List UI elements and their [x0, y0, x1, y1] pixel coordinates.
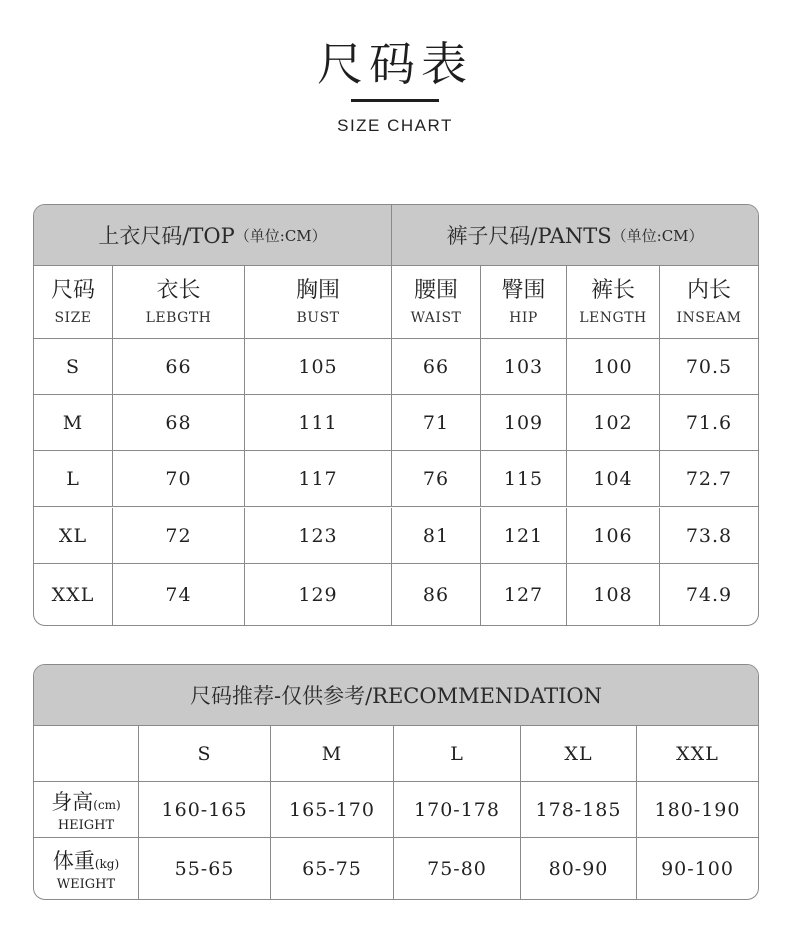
column-header-en: INSEAM: [676, 310, 742, 327]
table-cell: 73.8: [660, 508, 758, 564]
column-header: [34, 266, 113, 339]
height-label-zh: 身高: [51, 790, 94, 814]
column-header-en: BUST: [296, 310, 340, 327]
table-cell: 127: [481, 564, 567, 625]
height-unit: (cm): [93, 798, 121, 812]
weight-label-zh: 体重: [52, 849, 95, 873]
title-underline: [351, 99, 439, 102]
top-header-unit: （单位:CM）: [234, 226, 327, 245]
table-cell: 72.7: [660, 451, 758, 507]
recommendation-table: [33, 664, 759, 900]
table-cell: 104: [567, 451, 660, 507]
table-cell: 100: [567, 339, 660, 395]
table-cell: 123: [245, 508, 392, 564]
table-cell: 109: [481, 395, 567, 451]
table-cell: 71: [392, 395, 481, 451]
table-cell: 66: [392, 339, 481, 395]
size-label-cell: XL: [34, 508, 113, 564]
column-header-en: LENGTH: [579, 310, 647, 327]
weight-row-label: [34, 838, 139, 899]
table-cell: 108: [567, 564, 660, 625]
column-header-en: WAIST: [410, 310, 462, 327]
weight-value-cell: 55-65: [139, 838, 271, 899]
table-cell: 70.5: [660, 339, 758, 395]
size-label-cell: M: [34, 395, 113, 451]
size-column-header: S: [139, 726, 271, 782]
column-header-zh: 腰围: [413, 277, 458, 303]
height-value-cell: 160-165: [139, 782, 271, 838]
height-value-cell: 180-190: [637, 782, 758, 838]
weight-value-cell: 80-90: [521, 838, 637, 899]
table-cell: 70: [113, 451, 245, 507]
column-header-zh: 臀围: [501, 277, 546, 303]
table-cell: 74: [113, 564, 245, 625]
table-cell: 103: [481, 339, 567, 395]
pants-header: [392, 205, 758, 266]
table-cell: 115: [481, 451, 567, 507]
table-cell: 68: [113, 395, 245, 451]
size-label-cell: S: [34, 339, 113, 395]
column-header-zh: 胸围: [295, 277, 340, 303]
weight-value-cell: 65-75: [271, 838, 394, 899]
table-cell: 106: [567, 508, 660, 564]
size-column-header: M: [271, 726, 394, 782]
column-header: [245, 266, 392, 339]
table-cell: 111: [245, 395, 392, 451]
column-header: [567, 266, 660, 339]
weight-unit: (kg): [94, 857, 120, 871]
column-header-en: SIZE: [54, 310, 92, 327]
table-cell: 76: [392, 451, 481, 507]
table-cell: 74.9: [685, 583, 733, 606]
recommendation-header: 尺码推荐-仅供参考/RECOMMENDATION: [34, 665, 758, 726]
pants-header-label: 裤子尺码/PANTS: [446, 224, 612, 248]
table-cell: 117: [245, 451, 392, 507]
pants-header-unit: （单位:CM）: [611, 226, 704, 245]
top-header-label: 上衣尺码/TOP: [98, 224, 235, 248]
column-header-en: LEBGTH: [145, 310, 212, 327]
table-cell: 72: [113, 508, 245, 564]
column-header-zh: 裤长: [590, 277, 635, 303]
size-column-header: L: [394, 726, 521, 782]
column-header: [392, 266, 481, 339]
height-value-cell: 178-185: [521, 782, 637, 838]
height-label-en: HEIGHT: [57, 818, 115, 833]
column-header: [113, 266, 245, 339]
table-cell: 66: [113, 339, 245, 395]
column-header-en: HIP: [509, 310, 538, 327]
page-subtitle: SIZE CHART: [337, 116, 453, 135]
height-row-label: [34, 782, 139, 838]
table-cell: 121: [481, 508, 567, 564]
column-header: [481, 266, 567, 339]
height-value-cell: 170-178: [394, 782, 521, 838]
column-header-zh: 内长: [686, 277, 731, 303]
table-cell: 86: [392, 564, 481, 625]
size-label-cell: L: [34, 451, 113, 507]
table-cell: 105: [245, 339, 392, 395]
table-cell: 81: [392, 508, 481, 564]
weight-value-cell: 75-80: [394, 838, 521, 899]
size-label-cell: XXL: [34, 564, 113, 625]
column-header-zh: 尺码: [50, 277, 95, 303]
table-cell: 71.6: [660, 395, 758, 451]
height-value-cell: 165-170: [271, 782, 394, 838]
page-title: 尺码表: [317, 37, 473, 91]
top-header: [34, 205, 392, 266]
size-column-header: XL: [521, 726, 637, 782]
column-header-zh: 衣长: [156, 277, 201, 303]
weight-value-cell: 90-100: [661, 857, 734, 880]
column-header: [660, 266, 758, 339]
size-table: [33, 204, 759, 626]
size-column-header: XXL: [637, 726, 758, 782]
table-cell: 102: [567, 395, 660, 451]
weight-label-en: WEIGHT: [56, 877, 116, 892]
blank-corner-cell: [34, 726, 139, 782]
table-cell: 129: [245, 564, 392, 625]
